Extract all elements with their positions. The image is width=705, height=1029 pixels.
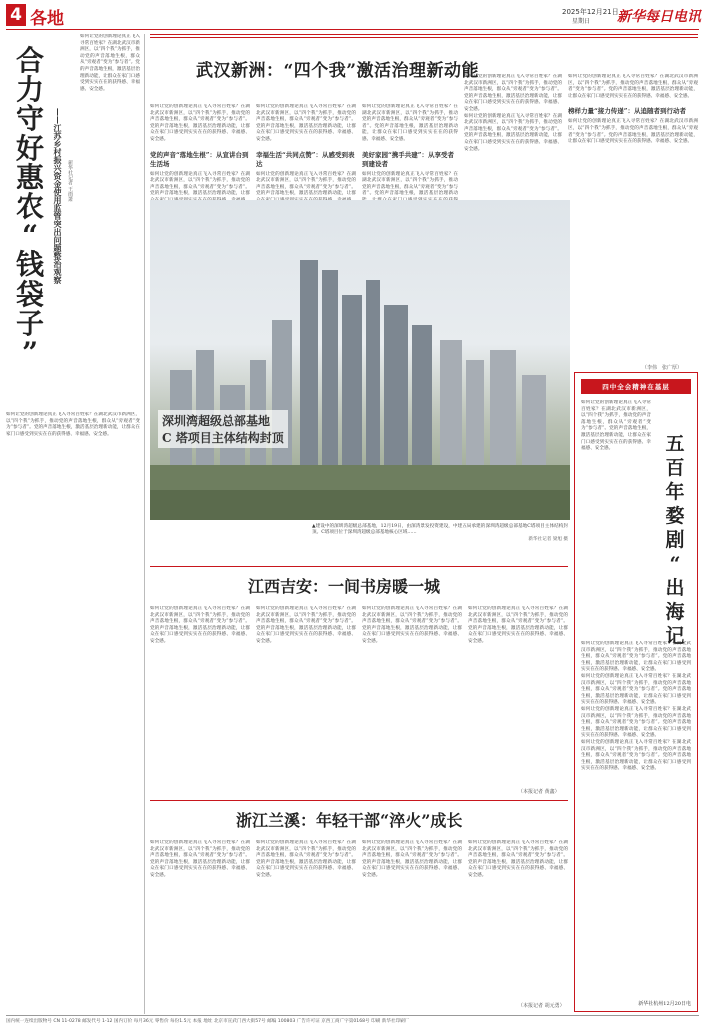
skyline-photo xyxy=(150,200,570,520)
photo-overlay-title: 深圳湾超级总部基地 C 塔项目主体结构封顶 xyxy=(158,410,288,448)
sidebar-text-top: 如何让党的创新理论真正飞入寻常百姓家？在湖北武汉市新洲区，以“四个我”为抓手，推动党的声音落地生根，群众从“旁观者”变为“参与者”。党的声音落地生根，激活基层治理新动能，让群众在家门口感受到实实在在的获得感、幸福感、安全感。 xyxy=(581,400,651,452)
jiangxi-author: （本报记者 黄鑫） xyxy=(518,789,560,795)
wuxing-col-3: 如何让党的创新理论真正飞入寻常百姓家？在湖北武汉市新洲区，以“四个我”为抓手，推动党的声音落地生根，群众从“旁观者”变为“参与者”。党的声音落地生根，激活基层治理新动能，让群众在家门口感受到实实在在的获得感、幸福感、安全感。 美好家园“携手共建”：从享受者到建设者 如何让党的创新理论真正飞入寻常百姓家？在湖北武汉市新洲区，以“四个我”为抓手，推动党的声音落地生根，群众从“旁观者”变为“参与者”。党的声音落地生根，激活基层治理新动 xyxy=(362,104,458,197)
zhejiang-headline: 浙江兰溪：年轻干部“淬火”成长 xyxy=(236,811,463,830)
left-title-text: 合 力 守 好 惠 农 “ 钱 袋 子 ” xyxy=(15,44,44,370)
left-col-a: 如何让党的创新理论真正飞入寻常百姓家？在湖北武汉市新洲区，以“四个我”为抓手，推动党的声音落地生根，群众从“旁观者”变为“参与者”。党的声音落地生根，激活基层治理新动能，让群众在家门口感受到实实在在的获得感、幸福感、安全感。 xyxy=(80,34,140,92)
sidebar-headline: 五 百 年 婺 剧 “ 出 海 记 xyxy=(665,433,685,647)
sidebar-text-bottom: 如何让党的创新理论真正飞入寻常百姓家？在湖北武汉市新洲区，以“四个我”为抓手，推动党的声音落地生根，群众从“旁观者”变为“参与者”。党的声音落地生根，激活基层治理新动能，让群众在家门口感受到实实在在的获得感、幸福感、安全感。 如何让党的创新理论真正飞入寻常百姓家？在湖北武汉市新洲区，以“四个我”为抓手，推动党的声音落地生根，群众从“旁观者”变为“参与者”。党的声音落地生根，激活基层治理新动能，让群众在家门口感受到实实在在的获得感、幸福感、安全感。 如何让党的创新理论真正飞入寻常百姓家？在湖北武汉市新洲区，以“四个我”为抓手，推动党的声音落地生根，群众从“旁观者”变为“参与者”。党的声音落地生根，激活基层治理新动能，让群众在家门口感受到实实在在的获得感、幸福感、安全感。 如何让党的创新理论真正飞入寻常百姓家？在湖北武汉市新洲区，以“四个我”为抓手，推动党的声音落地生根，群众从“旁观者”变为“参与者”。党的声音落地生根，激活基层治理新动能，让群众在家门口感受到实实在在的获得感、幸福感、安全感。 xyxy=(581,641,691,772)
zhejiang-col-3: 如何让党的创新理论真正飞入寻常百姓家？在湖北武汉市新洲区，以“四个我”为抓手，推动党的声音落地生根，群众从“旁观者”变为“参与者”。党的声音落地生根，激活基层治理新动能，让群众在家门口感受到实实在在的获得感、幸福感、安全感。 xyxy=(362,840,462,878)
sidebar-box xyxy=(574,372,698,1012)
section-name: 各地 xyxy=(30,9,64,29)
wuxing-col-5: 如何让党的创新理论真正飞入寻常百姓家？在湖北武汉市新洲区，以“四个我”为抓手，推动党的声音落地生根，群众从“旁观者”变为“参与者”。党的声音落地生根，激活基层治理新动能，让群众在家门口感受到实实在在的获得感、幸福感、安全感。 榜样力量“接力传递”：从追随者到行动者 如何让党的创新理论真正飞入寻常百姓家？在湖北武汉市新洲区，以“四个我”为抓手，推动党的声音落地生根，群众从“旁观者”变为“参与者”。党的声音落地生根，激活基层治理新动能，让群众在家门口感受到实实在在的获得感、幸福感、安全感。 xyxy=(568,74,698,145)
brand-logo: 新华每日电讯 xyxy=(617,9,701,25)
left-col-b: 如何让党的创新理论真正飞入寻常百姓家？在湖北武汉市新洲区，以“四个我”为抓手，推动党的声音落地生根，群众从“旁观者”变为“参与者”。党的声音落地生根，激活基层治理新动能，让群众在家门口感受到实实在在的获得感、幸福感、安全感。 xyxy=(6,412,140,437)
jiangxi-col-1: 如何让党的创新理论真正飞入寻常百姓家？在湖北武汉市新洲区，以“四个我”为抓手，推动党的声音落地生根，群众从“旁观者”变为“参与者”。党的声音落地生根，激活基层治理新动能，让群众在家门口感受到实实在在的获得感、幸福感、安全感。 xyxy=(150,606,250,644)
wuxing-subhead-1: 党的声音“落地生根”：从宣讲台到生活场 xyxy=(150,150,249,168)
photo-credit: 新华社记者 梁旭 摄 xyxy=(528,537,568,543)
wuxing-col-2: 如何让党的创新理论真正飞入寻常百姓家？在湖北武汉市新洲区，以“四个我”为抓手，推动党的声音落地生根，群众从“旁观者”变为“参与者”。党的声音落地生根，激活基层治理新动能，让群众在家门口感受到实实在在的获得感、幸福感、安全感。 幸福生活“共同点赞”：从感受到表达 如何让党的创新理论真正飞入寻常百姓家？在湖北武汉市新洲区，以“四个我”为抓手，推动党的声音落地生根，群众从“旁观者”变为“参与者”。党的声音落地生根，激活基层治理新动能，让群 xyxy=(256,104,356,197)
zhejiang-col-4: 如何让党的创新理论真正飞入寻常百姓家？在湖北武汉市新洲区，以“四个我”为抓手，推动党的声音落地生根，群众从“旁观者”变为“参与者”。党的声音落地生根，激活基层治理新动能，让群众在家门口感受到实实在在的获得感、幸福感、安全感。 xyxy=(468,840,568,878)
page-footer: 国内统一连续出版物号 CN 11-0278 邮发代号 1-12 国内订价 每月36元 零售价 每份1.5元 本报 地址 北京市宣武门西大街57号 邮编 100803 广告许可证 京西工商广字第0168号 印刷 新华社印刷厂 xyxy=(6,1019,410,1024)
masthead xyxy=(0,0,705,30)
photo-caption: ▲建设中的深圳湾超级总部基地，12月19日，由深湾景发投资建设，中建五局承建的深圳湾超级总部基地C塔项目主体结构封顶。C塔项目位于深圳湾超级总部基地核心区域…… 新华社记者 梁旭 摄 xyxy=(312,524,568,543)
jiangxi-headline: 江西吉安：一间书房暖一城 xyxy=(248,577,441,596)
zhejiang-col-2: 如何让党的创新理论真正飞入寻常百姓家？在湖北武汉市新洲区，以“四个我”为抓手，推动党的声音落地生根，群众从“旁观者”变为“参与者”。党的声音落地生根，激活基层治理新动能，让群众在家门口感受到实实在在的获得感、幸福感、安全感。 xyxy=(256,840,356,878)
wuxing-subhead-2: 幸福生活“共同点赞”：从感受到表达 xyxy=(256,150,355,168)
wuxing-headline: 武汉新洲：“四个我”激活治理新动能 xyxy=(196,61,480,81)
wuxing-subhead-3: 美好家园“携手共建”：从享受者到建设者 xyxy=(362,150,454,168)
jiangxi-col-4: 如何让党的创新理论真正飞入寻常百姓家？在湖北武汉市新洲区，以“四个我”为抓手，推动党的声音落地生根，群众从“旁观者”变为“参与者”。党的声音落地生根，激活基层治理新动能，让群众在家门口感受到实实在在的获得感、幸福感、安全感。 xyxy=(468,606,568,644)
wuxing-col-1: 如何让党的创新理论真正飞入寻常百姓家？在湖北武汉市新洲区，以“四个我”为抓手，推动党的声音落地生根，群众从“旁观者”变为“参与者”。党的声音落地生根，激活基层治理新动能，让群众在家门口感受到实实在在的获得感、幸福感、安全感。 党的声音“落地生根”：从宣讲台到生活场 如何让党的创新理论真正飞入寻常百姓家？在湖北武汉市新洲区，以“四个我”为抓手，推动党的声音落地生根，群众从“旁观者”变为“参与者”。党的声音落地生根，激活基层治理新动能，让群 xyxy=(150,104,250,197)
left-subtitle: ——江苏乡村振兴资金使用监管突出问题整治观察 xyxy=(53,108,63,284)
page-number: 4 xyxy=(6,4,26,26)
issue-date: 2025年12月21日 xyxy=(562,8,619,16)
zhejiang-author: （本报记者 胡元勇） xyxy=(518,1003,565,1009)
sidebar-footer: 新华社杭州12月20日电 xyxy=(638,1001,691,1007)
zhejiang-col-1: 如何让党的创新理论真正飞入寻常百姓家？在湖北武汉市新洲区，以“四个我”为抓手，推动党的声音落地生根，群众从“旁观者”变为“参与者”。党的声音落地生根，激活基层治理新动能，让群众在家门口感受到实实在在的获得感、幸福感、安全感。 xyxy=(150,840,250,878)
wuxing-col-4: 如何让党的创新理论真正飞入寻常百姓家？在湖北武汉市新洲区，以“四个我”为抓手，推动党的声音落地生根，群众从“旁观者”变为“参与者”。党的声音落地生根，激活基层治理新动能，让群众在家门口感受到实实在在的获得感、幸福感、安全感。 如何让党的创新理论真正飞入寻常百姓家？在湖北武汉市新洲区，以“四个我”为抓手，推动党的声音落地生根，群众从“旁观者”变为“参与者”。党的声音落地生根，激活基层治理新动能，让群众在家门口感受到实实在在的获得感、幸福感、安全感。 xyxy=(464,74,562,152)
left-byline: 新华社记者 王雨萧 xyxy=(67,160,73,202)
left-title xyxy=(12,44,48,370)
wuxing-author: （李伟 张广厚） xyxy=(642,365,683,371)
issue-weekday: 星期日 xyxy=(572,18,591,25)
jiangxi-col-2: 如何让党的创新理论真正飞入寻常百姓家？在湖北武汉市新洲区，以“四个我”为抓手，推动党的声音落地生根，群众从“旁观者”变为“参与者”。党的声音落地生根，激活基层治理新动能，让群众在家门口感受到实实在在的获得感、幸福感、安全感。 xyxy=(256,606,356,644)
wuxing-subhead-4: 榜样力量“接力传递”：从追随者到行动者 xyxy=(568,107,686,116)
jiangxi-col-3: 如何让党的创新理论真正飞入寻常百姓家？在湖北武汉市新洲区，以“四个我”为抓手，推动党的声音落地生根，群众从“旁观者”变为“参与者”。党的声音落地生根，激活基层治理新动能，让群众在家门口感受到实实在在的获得感、幸福感、安全感。 xyxy=(362,606,462,644)
sidebar-banner: 四中全会精神在基层 xyxy=(581,379,691,394)
